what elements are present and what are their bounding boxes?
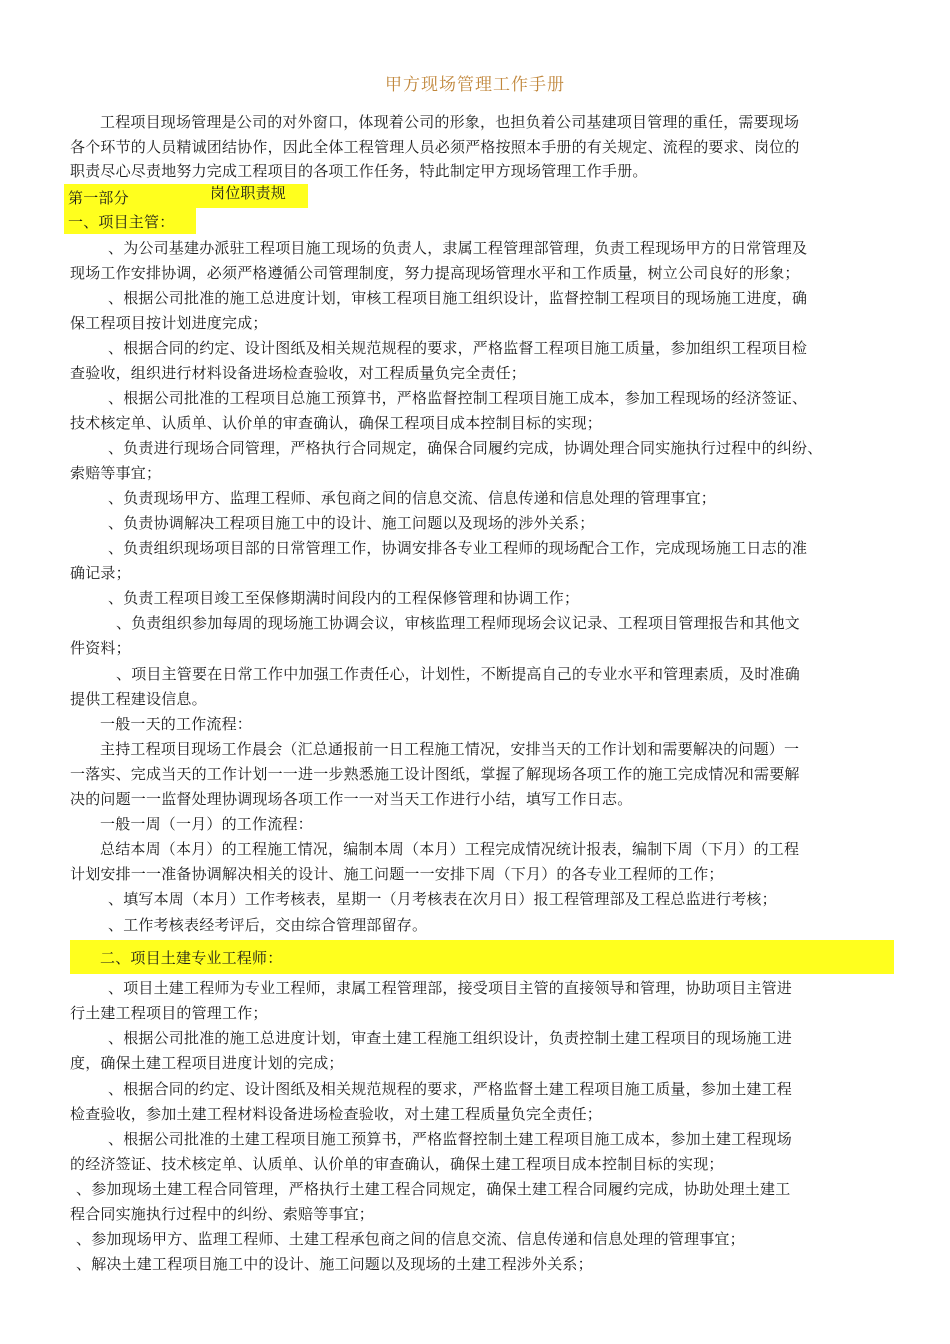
body-line: 的经济签证、技术核定单、认质单、认价单的审查确认，确保土建工程项目成本控制目标的实现； (70, 1155, 724, 1173)
body-line: 、负责组织现场项目部的日常管理工作，协调安排各专业工程师的现场配合工作，完成现场施工日志的准 (108, 539, 808, 557)
body-line: 一般一周（一月）的工作流程： (100, 815, 313, 833)
body-line: 程合同实施执行过程中的纠纷、索赔等事宜； (70, 1205, 375, 1223)
body-line: 现场工作安排协调，必须严格遵循公司管理制度，努力提高现场管理水平和工作质量，树立公司良好的形象； (70, 264, 800, 282)
body-line: 技术核定单、认质单、认价单的审查确认，确保工程项目成本控制目标的实现； (70, 414, 603, 432)
body-line: 索赔等事宜； (70, 464, 162, 482)
body-line: 一落实、完成当天的工作计划一一进一步熟悉施工设计图纸，掌握了解现场各项工作的施工完成情况和需要解 (70, 765, 800, 783)
body-line: 决的问题一一监督处理协调现场各项工作一一对当天工作进行小结，填写工作日志。 (70, 790, 633, 808)
body-line: 、负责组织参加每周的现场施工协调会议，审核监理工程师现场会议记录、工程项目管理报告和其他文 (116, 614, 801, 632)
body-line: 、根据合同的约定、设计图纸及相关规范规程的要求，严格监督工程项目施工质量，参加组织工程项目检 (108, 339, 808, 357)
body-line: 计划安排一一准备协调解决相关的设计、施工问题一一安排下周（下月）的各专业工程师的工作； (70, 865, 724, 883)
body-line: 、负责现场甲方、监理工程师、承包商之间的信息交流、信息传递和信息处理的管理事宜； (108, 489, 717, 507)
body-line: 、项目土建工程师为专业工程师，隶属工程管理部，接受项目主管的直接领导和管理，协助项目主管进 (108, 979, 793, 997)
body-line: 、解决土建工程项目施工中的设计、施工问题以及现场的土建工程涉外关系； (76, 1255, 593, 1273)
body-line: 件资料； (70, 639, 131, 657)
body-line: 、根据公司批准的施工总进度计划，审核工程项目施工组织设计，监督控制工程项目的现场施工进度，确 (108, 289, 808, 307)
section-heading: 一、项目主管： (68, 213, 175, 231)
body-line: 行土建工程项目的管理工作； (70, 1004, 268, 1022)
part-label: 第一部分 (68, 189, 129, 207)
part-name: 岗位职责规 (210, 184, 287, 202)
body-line: 、为公司基建办派驻工程项目施工现场的负责人，隶属工程管理部管理，负责工程现场甲方的日常管理及 (108, 239, 808, 257)
intro-line: 职责尽心尽责地努力完成工程项目的各项工作任务，特此制定甲方现场管理工作手册。 (70, 162, 648, 180)
body-line: 、参加现场甲方、监理工程师、土建工程承包商之间的信息交流、信息传递和信息处理的管理事宜； (76, 1230, 745, 1248)
body-line: 、负责协调解决工程项目施工中的设计、施工问题以及现场的涉外关系； (108, 514, 595, 532)
body-line: 、根据合同的约定、设计图纸及相关规范规程的要求，严格监督土建工程项目施工质量，参加土建工程 (108, 1080, 793, 1098)
body-line: 一般一天的工作流程： (100, 715, 253, 733)
body-line: 查验收，组织进行材料设备进场检查验收，对工程质量负完全责任； (70, 364, 527, 382)
body-line: 、参加现场土建工程合同管理，严格执行土建工程合同规定，确保土建工程合同履约完成，协助处理土建工 (76, 1180, 791, 1198)
body-line: 主持工程项目现场工作晨会（汇总通报前一日工程施工情况，安排当天的工作计划和需要解决的问题）一 (100, 740, 800, 758)
body-line: 、工作考核表经考评后，交由综合管理部留存。 (108, 916, 428, 934)
body-line: 、根据公司批准的施工总进度计划，审查土建工程施工组织设计，负责控制土建工程项目的现场施工进 (108, 1029, 793, 1047)
body-line: 提供工程建设信息。 (70, 690, 207, 708)
body-line: 、负责工程项目竣工至保修期满时间段内的工程保修管理和协调工作； (108, 589, 580, 607)
body-line: 检查验收，参加土建工程材料设备进场检查验收，对土建工程质量负完全责任； (70, 1105, 603, 1123)
body-line: 、填写本周（本月）工作考核表，星期一（月考核表在次月日）报工程管理部及工程总监进行考核； (108, 890, 777, 908)
body-line: 确记录； (70, 564, 131, 582)
body-line: 、根据公司批准的工程项目总施工预算书，严格监督控制工程项目施工成本，参加工程现场的经济签证、 (108, 389, 808, 407)
page-title: 甲方现场管理工作手册 (385, 75, 565, 95)
body-line: 、根据公司批准的土建工程项目施工预算书，严格监督控制土建工程项目施工成本，参加土建工程现场 (108, 1130, 793, 1148)
body-line: 度，确保土建工程项目进度计划的完成； (70, 1054, 344, 1072)
section-heading: 二、项目土建专业工程师： (100, 949, 283, 967)
body-line: 、负责进行现场合同管理，严格执行合同规定，确保合同履约完成，协调处理合同实施执行过程中的纠纷、 (108, 439, 823, 457)
body-line: 、项目主管要在日常工作中加强工作责任心，计划性，不断提高自己的专业水平和管理素质，及时准确 (116, 665, 801, 683)
body-line: 保工程项目按计划进度完成； (70, 314, 268, 332)
intro-line: 工程项目现场管理是公司的对外窗口，体现着公司的形象，也担负着公司基建项目管理的重任，需要现场 (100, 113, 800, 131)
body-line: 总结本周（本月）的工程施工情况，编制本周（本月）工程完成情况统计报表，编制下周（下月）的工程 (100, 840, 800, 858)
intro-line: 各个环节的人员精诚团结协作，因此全体工程管理人员必须严格按照本手册的有关规定、流程的要求、岗位的 (70, 138, 800, 156)
